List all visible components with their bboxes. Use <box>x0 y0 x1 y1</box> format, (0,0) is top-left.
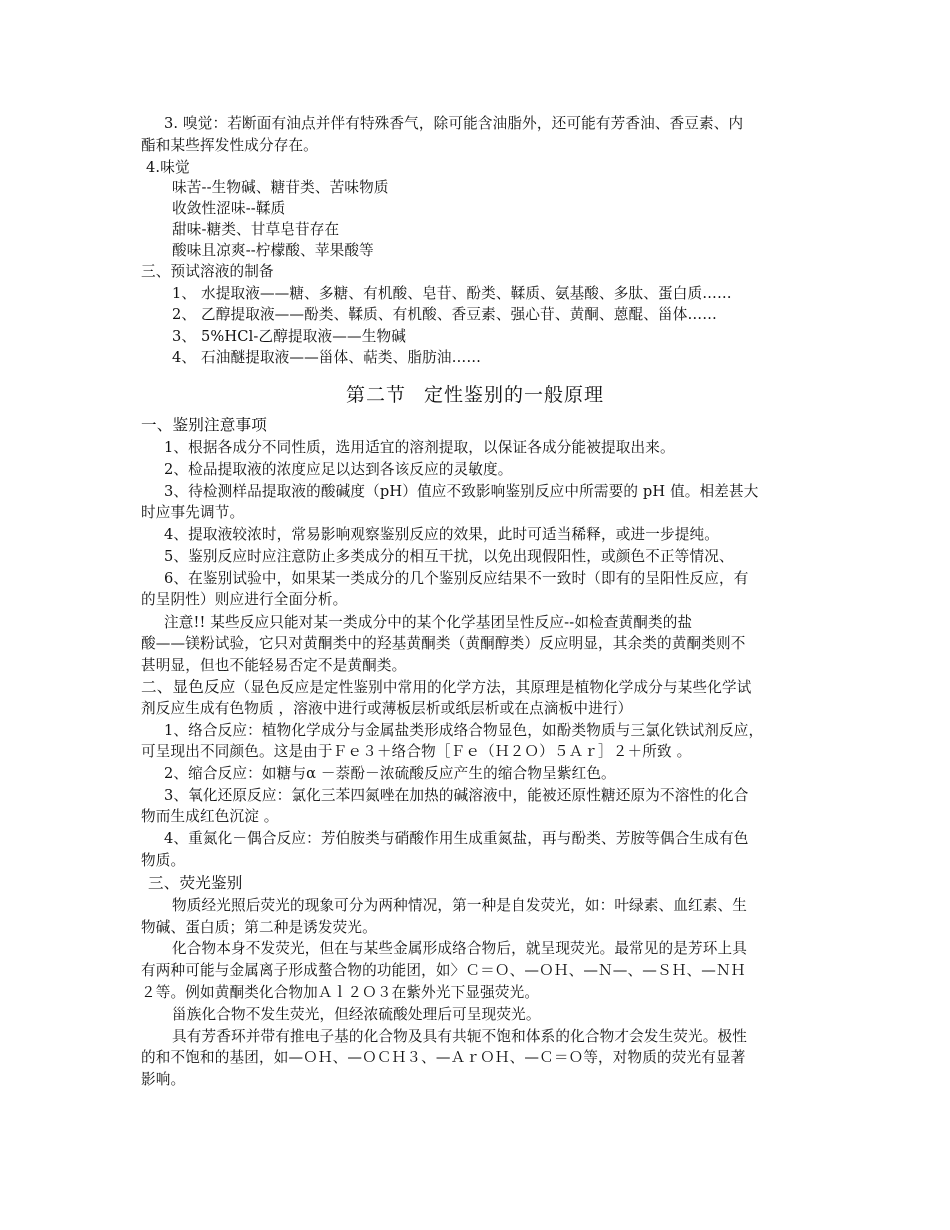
text-line: ２等。例如黄酮类化合物加Ａｌ２Ｏ３在紫外光下显强荧光。 <box>141 984 540 1001</box>
text-line: 4、提取液较浓时，常易影响观察鉴别反应的效果，此时可适当稀释，或进一步提纯。 <box>164 526 719 543</box>
list-item: 4、 石油醚提取液——甾体、萜类、脂肪油…… <box>172 349 482 366</box>
text-line: 的和不饱和的基团，如—ＯＨ、—ＯＣＨ３、—ＡｒＯＨ、—Ｃ＝Ｏ等，对物质的荧光有显著 <box>141 1049 746 1066</box>
text-line: 酸味且凉爽--柠檬酸、苹果酸等 <box>172 242 374 259</box>
text-line: 可呈现出不同颜色。这是由于Ｆｅ３＋络合物［Ｆｅ（Ｈ２Ｏ）５Ａｒ］２＋所致 。 <box>141 743 692 760</box>
text-line: 酸——镁粉试验，它只对黄酮类中的羟基黄酮类（黄酮醇类）反应明显，其余类的黄酮类则不 <box>141 635 746 652</box>
note-line: 注意!! 某些反应只能对某一类成分中的某个化学基团呈性反应--如检查黄酮类的盐 <box>164 614 693 631</box>
text-line: 1、络合反应：植物化学成分与金属盐类形成络合物显色，如酚类物质与三氯化铁试剂反应， <box>164 722 764 739</box>
text-line: 物而生成红色沉淀 。 <box>141 808 279 825</box>
text-line: 1、根据各成分不同性质，选用适宜的溶剂提取，以保证各成分能被提取出来。 <box>164 439 675 456</box>
section-title <box>0 382 950 408</box>
heading-note: （显色反应是定性鉴别中常用的化学方法，其原理是植物化学成分与某些化学试 <box>235 679 752 696</box>
text-line: 化合物本身不发荧光，但在与某些金属形成络合物后，就呈现荧光。最常见的是芳环上具 <box>172 940 748 957</box>
text-line: 甾族化合物不发生荧光，但经浓硫酸处理后可呈现荧光。 <box>172 1006 541 1023</box>
section-heading: 三、预试溶液的制备 <box>141 263 274 280</box>
text-line: 酯和某些挥发性成分存在。 <box>141 137 318 154</box>
text-line: 2、缩合反应：如糖与α －萘酚－浓硫酸反应产生的缩合物呈紫红色。 <box>164 765 616 782</box>
text-line: 味苦--生物碱、糖苷类、苦味物质 <box>172 179 389 196</box>
color-reaction-heading-line <box>141 677 752 698</box>
text-line: 4.味觉 <box>146 159 190 176</box>
text-line: 具有芳香环并带有推电子基的化合物及具有共轭不饱和体系的化合物才会发生荧光。极性 <box>172 1028 748 1045</box>
text-line: 物碱、蛋白质；第二种是诱发荧光。 <box>141 919 377 936</box>
text-line: 5、鉴别反应时应注意防止多类成分的相互干扰，以免出现假阳性，或颜色不正等情况、 <box>164 548 734 565</box>
section-title-text: 定性鉴别的一般原理 <box>424 384 605 406</box>
text-line: 甜味-糖类、甘草皂苷存在 <box>172 221 340 238</box>
text-line: 剂反应生成有色物质 ，溶液中进行或薄板层析或纸层析或在点滴板中进行） <box>141 700 633 717</box>
section-heading: 一、鉴别注意事项 <box>141 416 267 434</box>
list-item: 2、 乙醇提取液——酚类、鞣质、有机酸、香豆素、强心苷、黄酮、蒽醌、甾体…… <box>172 306 718 323</box>
text-line: 的呈阴性）则应进行全面分析。 <box>141 591 348 608</box>
text-line: 2、检品提取液的浓度应足以达到各该反应的灵敏度。 <box>164 461 513 478</box>
text-line: 物质经光照后荧光的现象可分为两种情况，第一种是自发荧光，如：叶绿素、血红素、生 <box>172 897 748 914</box>
text-line: 3、待检测样品提取液的酸碱度（pH）值应不致影响鉴别反应中所需要的 pH 值。相差甚大 <box>164 483 759 500</box>
text-line: 甚明显，但也不能轻易否定不是黄酮类。 <box>141 657 407 674</box>
section-heading: 三、荧光鉴别 <box>148 874 243 892</box>
list-item: 1、 水提取液——糖、多糖、有机酸、皂苷、酚类、鞣质、氨基酸、多肽、蛋白质…… <box>172 285 732 302</box>
text-line: 物质。 <box>141 852 186 869</box>
section-title-number: 第二节 <box>345 384 406 406</box>
text-line: 4、重氮化－偶合反应：芳伯胺类与硝酸作用生成重氮盐，再与酚类、芳胺等偶合生成有色 <box>164 830 749 847</box>
text-line: 影响。 <box>141 1071 186 1088</box>
text-line: 收敛性涩味--鞣质 <box>172 200 286 217</box>
section-heading: 二、显色反应 <box>141 678 236 696</box>
text-line: 有两种可能与金属离子形成螯合物的功能团，如〉Ｃ＝Ｏ、—ＯＨ、—Ｎ—、—ＳＨ、—ＮＨ <box>141 962 746 979</box>
text-line: 3、氧化还原反应：氯化三苯四氮唑在加热的碱溶液中，能被还原性糖还原为不溶性的化合 <box>164 787 749 804</box>
text-line: 3. 嗅觉：若断面有油点并伴有特殊香气，除可能含油脂外，还可能有芳香油、香豆素、内 <box>164 115 744 132</box>
text-line: 时应事先调节。 <box>141 504 245 521</box>
list-item: 3、 5%HCl-乙醇提取液——生物碱 <box>172 328 406 345</box>
text-line: 6、在鉴别试验中，如果某一类成分的几个鉴别反应结果不一致时（即有的呈阳性反应，有 <box>164 570 749 587</box>
